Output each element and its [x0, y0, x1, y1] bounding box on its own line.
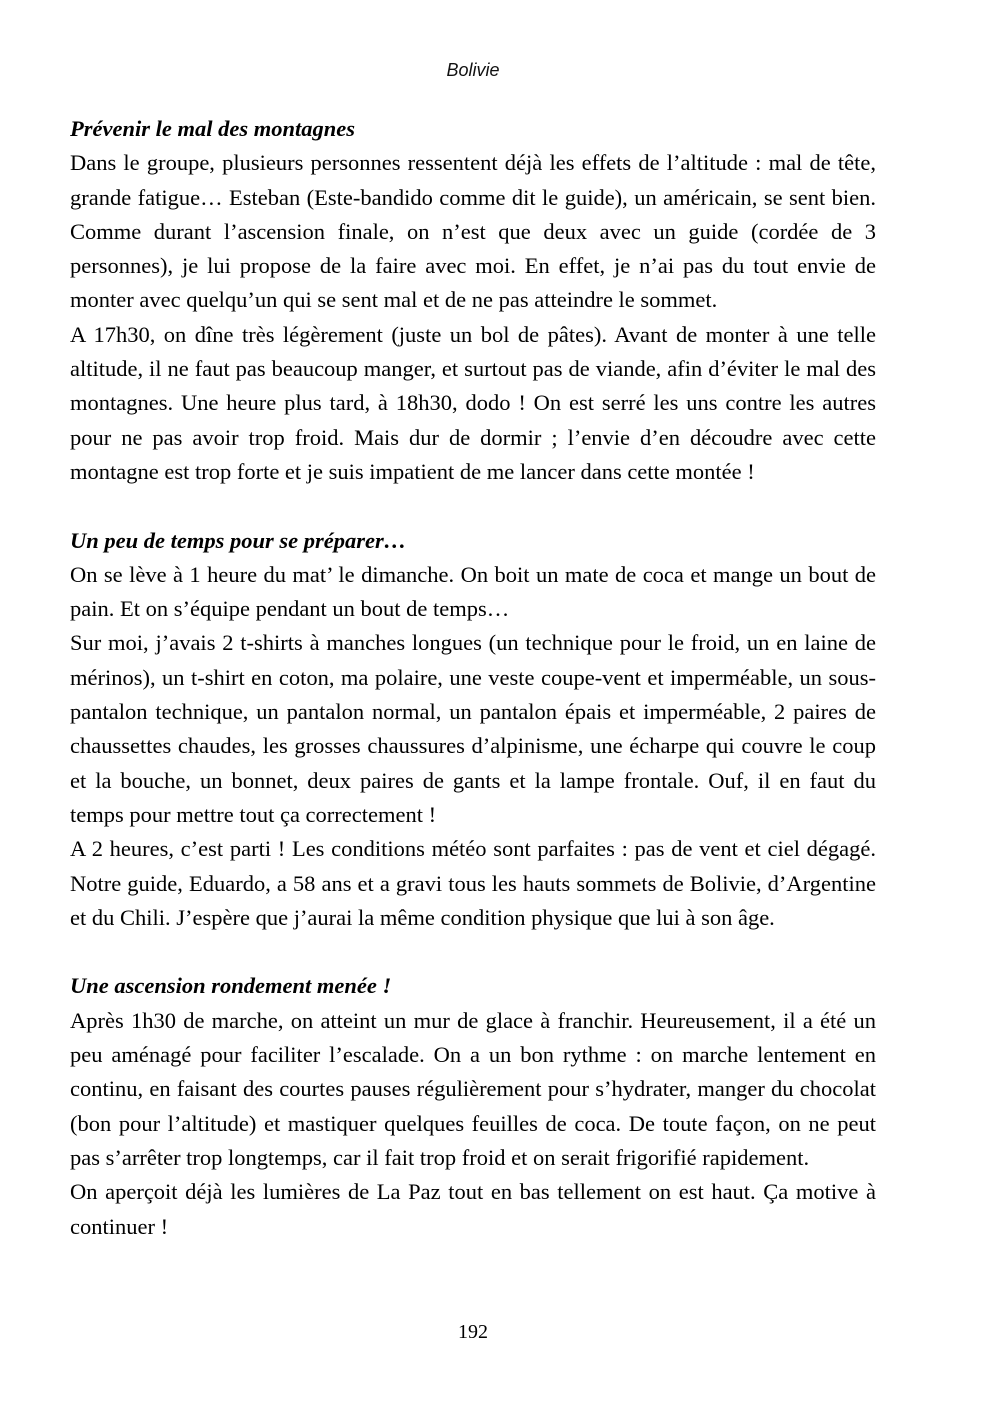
text-block — [70, 58, 876, 1244]
paragraph: On se lève à 1 heure du mat’ le dimanche. On boit un mate de coca et mange un bout de pain. Et on s’équipe pendant un bout de temps… — [70, 561, 876, 622]
page-number: 192 — [458, 1321, 488, 1343]
paragraph: A 17h30, on dîne très légèrement (juste un bol de pâtes). Avant de monter à une telle altitude, il ne faut pas beaucoup manger, et surtout pas de viande, afin d’éviter le mal des montagnes. Une heure plus tard, à 18h30, dodo ! On est serré les uns contre les autres pour ne pas avoir trop froid. Mais dur de dormir ; l’envie d’en découdre avec cette montagne est trop forte et je suis impatient de me lancer dans cette montée ! — [70, 321, 876, 484]
section-heading-prevenir-le-mal: Prévenir le mal des montagnes — [70, 116, 355, 141]
paragraph: On aperçoit déjà les lumières de La Paz tout en bas tellement on est haut. Ça motive à continuer ! — [70, 1179, 876, 1239]
section-heading-temps-pour-se-preparer: Un peu de temps pour se préparer… — [70, 527, 407, 553]
section-heading-ascension-rondement-menee: Une ascension rondement menée ! — [70, 973, 392, 999]
paragraph: Après 1h30 de marche, on atteint un mur de glace à franchir. Heureusement, il a été un peu aménagé pour faciliter l’escalade. On a un bon rythme : on marche lentement en continu, en faisant des courtes pauses régulièrement pour s’hydrater, manger du chocolat (bon pour l’altitude) et mastiquer quelques feuilles de coca. De toute façon, on ne peut pas s’arrêter trop longtemps, car il fait trop froid et on serait frigorifié rapidement. — [70, 1007, 876, 1170]
paragraph: Sur moi, j’avais 2 t-shirts à manches longues (un technique pour le froid, un en laine de mérinos), un t-shirt en coton, ma polaire, une veste coupe-vent et imperméable, un sous-pantalon technique, un pantalon normal, un pantalon épais et imperméable, 2 paires de chaussettes chaudes, les grosses chaussures d’alpinisme, une écharpe qui couvre le coup et la bouche, un bonnet, deux paires de gants et la lampe frontale. Ouf, il en faut du temps pour mettre tout ça correctement ! — [70, 630, 876, 827]
paragraph: Dans le groupe, plusieurs personnes ressentent déjà les effets de l’altitude : mal de tête, grande fatigue… Esteban (Este-bandido comme dit le guide), un américain, se sent bien. Comme durant l’ascension finale, on n’est que deux avec un guide (cordée de 3 personnes), je lui propose de la faire avec moi. En effet, je n’ai pas du tout envie de monter avec quelqu’un qui se sent mal et de ne pas atteindre le sommet. — [70, 150, 876, 313]
paragraph: A 2 heures, c’est parti ! Les conditions météo sont parfaites : pas de vent et ciel dégagé. Notre guide, Eduardo, a 58 ans et a gravi tous les hauts sommets de Bolivie, d’Argentine et du Chili. J’espère que j’aurai la même condition physique que lui à son âge. — [70, 836, 876, 930]
running-header: Bolivie — [446, 60, 500, 80]
